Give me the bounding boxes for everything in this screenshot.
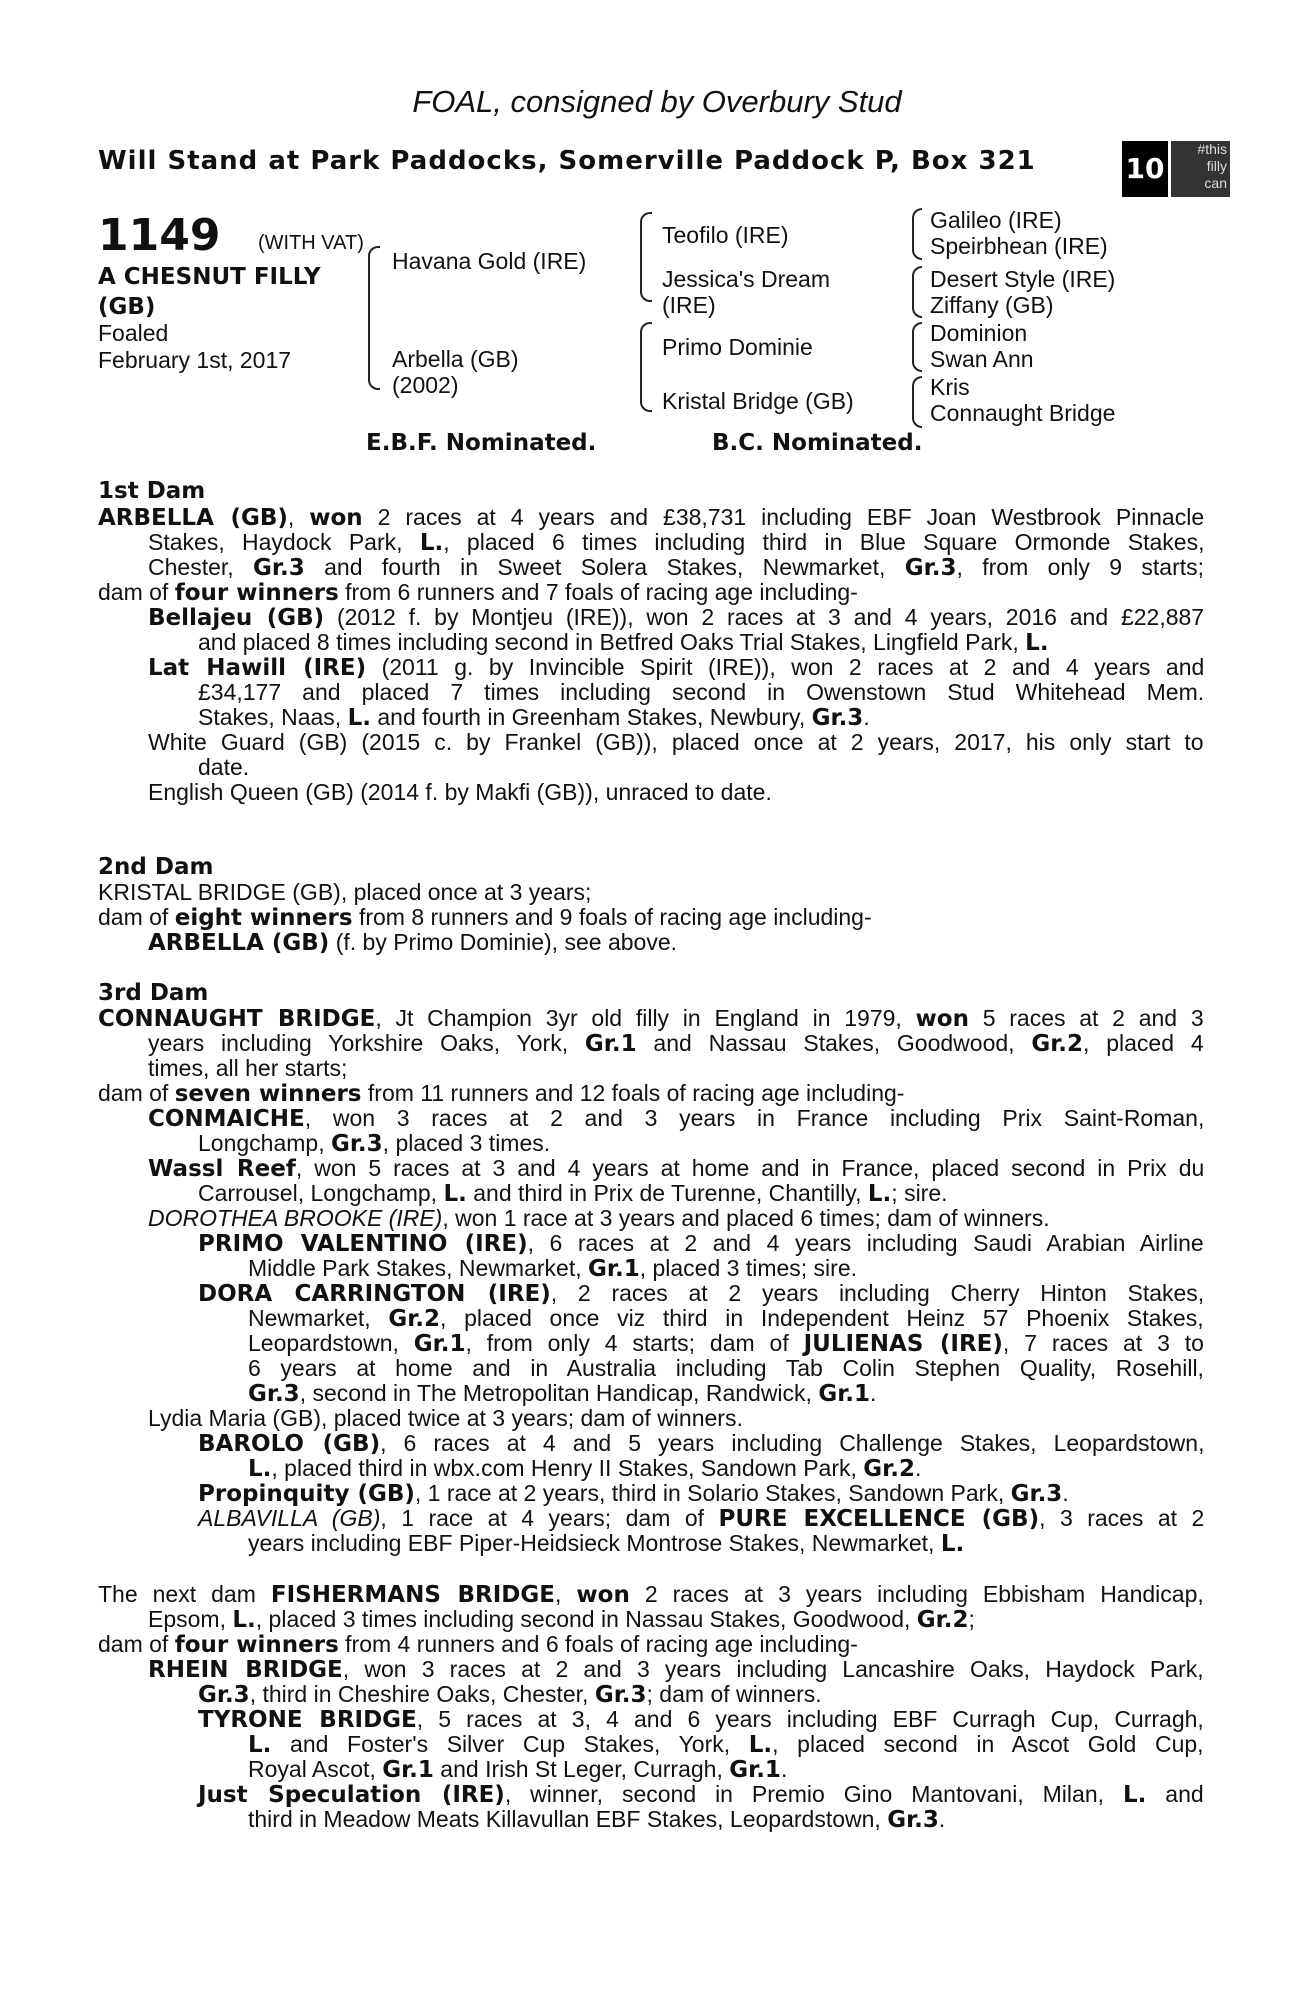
text-segment: .: [914, 1455, 922, 1481]
text-segment: ARBELLA (GB): [148, 930, 330, 956]
text-segment: , placed second in Ascot Gold Cup,: [772, 1731, 1204, 1757]
logo-tag-line: can: [1204, 175, 1227, 191]
text-line: [198, 630, 1049, 656]
text-segment: , winner, second in Premio Gino Mantovani, Milan,: [504, 1781, 1123, 1807]
text-segment: Gr.3: [887, 1807, 939, 1833]
text-line: [148, 530, 1204, 556]
text-line: [148, 1106, 1204, 1132]
text-segment: , placed 4: [1083, 1030, 1204, 1056]
text-segment: from 11 runners and 12 foals of racing age including-: [361, 1080, 905, 1106]
lot-description: A CHESNUT FILLY (GB): [98, 264, 321, 320]
text-line: [98, 1582, 1204, 1608]
text-segment: , 5 races at 3, 4 and 6 years including EBF Curragh Cup, Curragh,: [416, 1706, 1204, 1732]
text-segment: , placed third in wbx.com Henry II Stakes, Sandown Park,: [271, 1455, 864, 1481]
text-segment: RHEIN BRIDGE: [148, 1657, 343, 1683]
text-line: [198, 1231, 1204, 1257]
text-segment: , Jt Champion 3yr old filly in England in 1979,: [375, 1005, 916, 1031]
sire-dam: Jessica's Dream: [662, 266, 830, 292]
text-segment: .: [863, 704, 870, 730]
text-line: [248, 1356, 1204, 1381]
text-line: [148, 1657, 1204, 1683]
pedigree-bracket-g1: [912, 208, 922, 260]
text-segment: and placed 8 times including second in Betfred Oaks Trial Stakes, Lingfield Park,: [198, 629, 1026, 655]
text-line: [198, 1506, 1204, 1532]
text-segment: £34,177 and placed 7 times including second in Owenstown Stud Whitehead Mem.: [198, 679, 1205, 705]
text-line: [248, 1732, 1204, 1758]
text-line: [198, 1682, 822, 1708]
text-segment: Gr.3: [253, 555, 305, 581]
text-segment: Gr.2: [863, 1456, 915, 1482]
text-line: [148, 605, 1204, 631]
text-segment: White Guard (GB) (2015 c. by Frankel (GB)), placed once at 2 years, 2017, his only start to: [148, 729, 1204, 755]
text-segment: PRIMO VALENTINO (IRE): [198, 1231, 528, 1257]
foaled-date: February 1st, 2017: [98, 347, 292, 373]
text-segment: 2 races at 4 years and £38,731 including EBF Joan Westbrook Pinnacle: [362, 504, 1205, 530]
text-segment: Gr.3: [1010, 1481, 1063, 1507]
text-segment: , 1 race at 4 years; dam of: [380, 1505, 719, 1531]
text-segment: , won 3 races at 2 and 3 years in France including Prix Saint-Roman,: [304, 1105, 1205, 1131]
text-segment: TYRONE BRIDGE: [198, 1707, 417, 1733]
text-segment: ,: [287, 504, 310, 530]
dam-year: (2002): [392, 372, 459, 398]
text-segment: years including EBF Piper-Heidsieck Montrose Stakes, Newmarket,: [248, 1530, 941, 1556]
text-segment: L.: [1025, 630, 1049, 656]
text-segment: , 6 races at 4 and 5 years including Challenge Stakes, Leopardstown,: [380, 1430, 1205, 1456]
text-segment: CONMAICHE: [148, 1106, 305, 1132]
text-line: [148, 930, 677, 956]
text-segment: and third in Prix de Turenne, Chantilly,: [466, 1180, 868, 1206]
sire-sire: Teofilo (IRE): [662, 222, 789, 248]
text-segment: , placed 6 times including third in Blue Square Ormonde Stakes,: [443, 529, 1205, 555]
text-segment: and Irish St Leger, Curragh,: [433, 1756, 730, 1782]
text-segment: from 8 runners and 9 foals of racing age including-: [352, 904, 872, 930]
text-segment: Newmarket,: [248, 1305, 389, 1331]
text-segment: PURE EXCELLENCE (GB): [718, 1506, 1040, 1532]
dam: Arbella (GB): [392, 346, 519, 372]
text-line: [148, 555, 1204, 581]
text-segment: Bellajeu (GB): [148, 605, 325, 631]
text-segment: DOROTHEA BROOKE (IRE): [148, 1205, 443, 1231]
pedigree-bracket-main: [368, 246, 380, 390]
text-segment: times, all her starts;: [148, 1055, 348, 1081]
text-segment: 6 years at home and in Australia including Tab Colin Stephen Quality, Rosehill,: [248, 1355, 1204, 1381]
text-segment: .: [938, 1806, 946, 1832]
text-segment: , 2 races at 2 years including Cherry Hinton Stakes,: [550, 1280, 1205, 1306]
third-dam-heading: 3rd Dam: [98, 980, 209, 1006]
grandparent-2: Speirbhean (IRE): [930, 233, 1108, 259]
text-segment: , placed once viz third in Independent Heinz 57 Phoenix Stakes,: [440, 1305, 1204, 1331]
text-segment: .: [870, 1380, 877, 1406]
text-segment: , won 1 race at 3 years and placed 6 times; dam of winners.: [442, 1205, 1050, 1231]
text-segment: Wassl Reef: [148, 1156, 296, 1182]
text-segment: English Queen (GB) (2014 f. by Makfi (GB)), unraced to date.: [148, 779, 772, 805]
dam-sire: Primo Dominie: [662, 334, 813, 360]
pedigree-bracket-g4: [912, 376, 922, 428]
text-segment: (2011 g. by Invincible Spirit (IRE)), won 2 races at 2 and 4 years and: [366, 654, 1205, 680]
text-segment: KRISTAL BRIDGE (GB), placed once at 3 years;: [98, 879, 592, 905]
text-segment: Leopardstown,: [248, 1330, 414, 1356]
text-segment: L.: [347, 705, 371, 731]
text-segment: dam of: [98, 579, 175, 605]
lot-number: 1149: [98, 210, 221, 261]
text-line: [98, 580, 858, 606]
text-line: [148, 655, 1204, 681]
text-segment: Gr.3: [330, 1131, 383, 1157]
text-segment: and: [1146, 1781, 1204, 1807]
text-segment: won: [576, 1582, 630, 1608]
text-segment: , placed 3 times including second in Nassau Stakes, Goodwood,: [255, 1606, 917, 1632]
text-segment: .: [780, 1756, 788, 1782]
pedigree-bracket-dam: [640, 322, 652, 412]
text-segment: L.: [232, 1607, 256, 1633]
text-segment: L.: [748, 1732, 773, 1758]
text-line: [148, 1056, 347, 1081]
text-line: [248, 1256, 857, 1282]
text-segment: eight winners: [174, 905, 353, 931]
text-line: [148, 1406, 743, 1431]
text-line: [98, 505, 1204, 531]
sire-dam-country: (IRE): [662, 292, 716, 318]
text-segment: .: [1062, 1480, 1069, 1506]
text-line: [98, 880, 591, 905]
text-segment: dam of: [98, 904, 175, 930]
bc-nomination: B.C. Nominated.: [712, 430, 923, 456]
text-segment: Gr.2: [388, 1306, 441, 1332]
grandparent-4: Ziffany (GB): [930, 292, 1054, 318]
text-segment: and fourth in Greenham Stakes, Newbury,: [370, 704, 812, 730]
text-segment: dam of: [98, 1080, 175, 1106]
logo-tag: [1171, 141, 1230, 197]
logo-tag-line: #this: [1197, 141, 1227, 157]
text-line: [98, 1006, 1204, 1032]
page-heading: FOAL, consigned by Overbury Stud: [412, 84, 902, 119]
text-line: [198, 705, 870, 731]
text-segment: BAROLO (GB): [198, 1431, 381, 1457]
text-segment: years including Yorkshire Oaks, York,: [148, 1030, 585, 1056]
text-line: [198, 1181, 948, 1207]
pedigree-bracket-g2: [912, 266, 922, 318]
text-segment: L.: [443, 1181, 467, 1207]
dam-dam: Kristal Bridge (GB): [662, 388, 854, 414]
text-segment: Gr.1: [584, 1031, 637, 1057]
text-segment: Stakes, Naas,: [198, 704, 348, 730]
text-segment: ;: [968, 1606, 975, 1632]
text-segment: Epsom,: [148, 1606, 233, 1632]
text-line: [148, 1607, 975, 1633]
text-segment: ; dam of winners.: [646, 1681, 822, 1707]
text-segment: FISHERMANS BRIDGE: [270, 1582, 555, 1608]
text-segment: ,: [555, 1581, 577, 1607]
text-line: [248, 1757, 787, 1783]
text-line: [248, 1807, 945, 1833]
text-segment: Longchamp,: [198, 1130, 331, 1156]
text-line: [248, 1381, 876, 1407]
text-segment: Gr.3: [198, 1682, 250, 1708]
text-segment: Royal Ascot,: [248, 1756, 383, 1782]
text-segment: dam of: [98, 1631, 175, 1657]
this-filly-can-logo: [1122, 141, 1230, 197]
text-segment: , 3 races at 2: [1039, 1505, 1205, 1531]
text-segment: four winners: [174, 580, 339, 606]
text-segment: seven winners: [174, 1081, 362, 1107]
pedigree-bracket-g3: [912, 322, 922, 372]
text-segment: L.: [419, 530, 444, 556]
text-line: [98, 1632, 858, 1658]
text-segment: 5 races at 2 and 3: [968, 1005, 1204, 1031]
foaled-label: Foaled: [98, 320, 169, 346]
text-segment: from 4 runners and 6 foals of racing age including-: [338, 1631, 858, 1657]
text-segment: ALBAVILLA (GB): [198, 1505, 381, 1531]
text-line: [198, 1707, 1204, 1733]
text-segment: Gr.1: [413, 1331, 466, 1357]
text-line: [98, 1081, 904, 1107]
text-segment: L.: [248, 1732, 272, 1758]
text-line: [198, 1281, 1204, 1307]
text-segment: CONNAUGHT BRIDGE: [98, 1006, 376, 1032]
text-segment: (f. by Primo Dominie), see above.: [329, 929, 677, 955]
text-segment: Gr.3: [248, 1381, 300, 1407]
text-segment: Just Speculation (IRE): [198, 1782, 505, 1808]
text-segment: and Nassau Stakes, Goodwood,: [636, 1030, 1032, 1056]
text-segment: and Foster's Silver Cup Stakes, York,: [271, 1731, 749, 1757]
text-segment: ; sire.: [891, 1180, 948, 1206]
text-segment: L.: [867, 1181, 892, 1207]
text-line: [148, 780, 772, 805]
text-segment: Chester,: [148, 554, 254, 580]
text-segment: ARBELLA (GB): [98, 505, 288, 531]
sire: Havana Gold (IRE): [392, 248, 587, 274]
text-line: [198, 1481, 1069, 1507]
text-line: [248, 1456, 921, 1482]
text-segment: Lydia Maria (GB), placed twice at 3 years; dam of winners.: [148, 1405, 743, 1431]
text-line: [198, 680, 1204, 705]
text-segment: and fourth in Sweet Solera Stakes, Newmarket,: [304, 554, 905, 580]
grandparent-5: Dominion: [930, 320, 1028, 346]
text-segment: , won 5 races at 3 and 4 years at home and in France, placed second in Prix du: [295, 1155, 1205, 1181]
logo-tag-line: filly: [1206, 158, 1227, 174]
text-segment: four winners: [174, 1632, 339, 1658]
text-segment: , second in The Metropolitan Handicap, Randwick,: [299, 1380, 819, 1406]
grandparent-8: Connaught Bridge: [930, 400, 1116, 426]
text-segment: Gr.1: [382, 1757, 434, 1783]
text-line: [198, 1131, 550, 1157]
text-segment: Lat Hawill (IRE): [148, 655, 367, 681]
vat-note: (WITH VAT): [258, 232, 364, 254]
text-segment: third in Meadow Meats Killavullan EBF Stakes, Leopardstown,: [248, 1806, 888, 1832]
text-segment: L.: [1122, 1782, 1147, 1808]
text-segment: , 1 race at 2 years, third in Solario Stakes, Sandown Park,: [414, 1480, 1011, 1506]
grandparent-3: Desert Style (IRE): [930, 266, 1116, 292]
text-segment: Stakes, Haydock Park,: [148, 529, 420, 555]
text-line: [198, 1782, 1204, 1808]
text-segment: Gr.3: [904, 555, 957, 581]
text-line: [148, 1206, 1050, 1231]
text-line: [98, 905, 872, 931]
text-segment: , won 3 races at 2 and 3 years including Lancashire Oaks, Haydock Park,: [342, 1656, 1204, 1682]
foaled-info: [98, 320, 291, 374]
text-segment: DORA CARRINGTON (IRE): [198, 1281, 551, 1307]
text-line: [148, 1031, 1204, 1057]
text-segment: , third in Cheshire Oaks, Chester,: [249, 1681, 595, 1707]
text-segment: JULIENAS (IRE): [803, 1331, 1003, 1357]
text-segment: 2 races at 3 years including Ebbisham Handicap,: [629, 1581, 1204, 1607]
text-segment: , 6 races at 2 and 4 years including Saudi Arabian Airline: [527, 1230, 1204, 1256]
text-segment: L.: [940, 1531, 965, 1557]
text-segment: date.: [198, 754, 250, 780]
text-segment: L.: [248, 1456, 272, 1482]
text-segment: from 6 runners and 7 foals of racing age including-: [338, 579, 858, 605]
pedigree-bracket-sire: [640, 212, 652, 302]
stand-location: Will Stand at Park Paddocks, Somerville Paddock P, Box 321: [98, 146, 1036, 176]
grandparent-7: Kris: [930, 374, 970, 400]
text-line: [248, 1306, 1204, 1332]
logo-number: 10: [1122, 141, 1168, 197]
text-segment: , 7 races at 3 to: [1002, 1330, 1204, 1356]
text-segment: Gr.3: [811, 705, 864, 731]
text-line: [198, 755, 249, 780]
text-segment: Middle Park Stakes, Newmarket,: [248, 1255, 589, 1281]
text-line: [248, 1331, 1204, 1357]
text-line: [198, 1431, 1204, 1457]
text-segment: , from only 4 starts; dam of: [465, 1330, 804, 1356]
text-segment: won: [915, 1006, 969, 1032]
text-segment: The next dam: [98, 1581, 271, 1607]
text-segment: , from only 9 starts;: [956, 554, 1205, 580]
text-segment: Gr.1: [818, 1381, 871, 1407]
text-segment: won: [309, 505, 363, 531]
grandparent-1: Galileo (IRE): [930, 207, 1062, 233]
text-segment: Propinquity (GB): [198, 1481, 415, 1507]
grandparent-6: Swan Ann: [930, 346, 1034, 372]
first-dam-heading: 1st Dam: [98, 478, 206, 504]
text-segment: Gr.1: [729, 1757, 781, 1783]
text-line: [148, 1156, 1204, 1182]
second-dam-heading: 2nd Dam: [98, 854, 214, 880]
text-segment: Gr.3: [594, 1682, 647, 1708]
text-line: [148, 730, 1204, 755]
text-segment: Gr.2: [916, 1607, 969, 1633]
text-segment: , placed 3 times.: [382, 1130, 551, 1156]
text-segment: , placed 3 times; sire.: [639, 1255, 858, 1281]
text-segment: (2012 f. by Montjeu (IRE)), won 2 races at 3 and 4 years, 2016 and £22,887: [324, 604, 1205, 630]
text-segment: Gr.1: [588, 1256, 640, 1282]
ebf-nomination: E.B.F. Nominated.: [366, 430, 597, 456]
text-segment: Gr.2: [1031, 1031, 1084, 1057]
text-line: [248, 1531, 964, 1557]
text-segment: Carrousel, Longchamp,: [198, 1180, 444, 1206]
